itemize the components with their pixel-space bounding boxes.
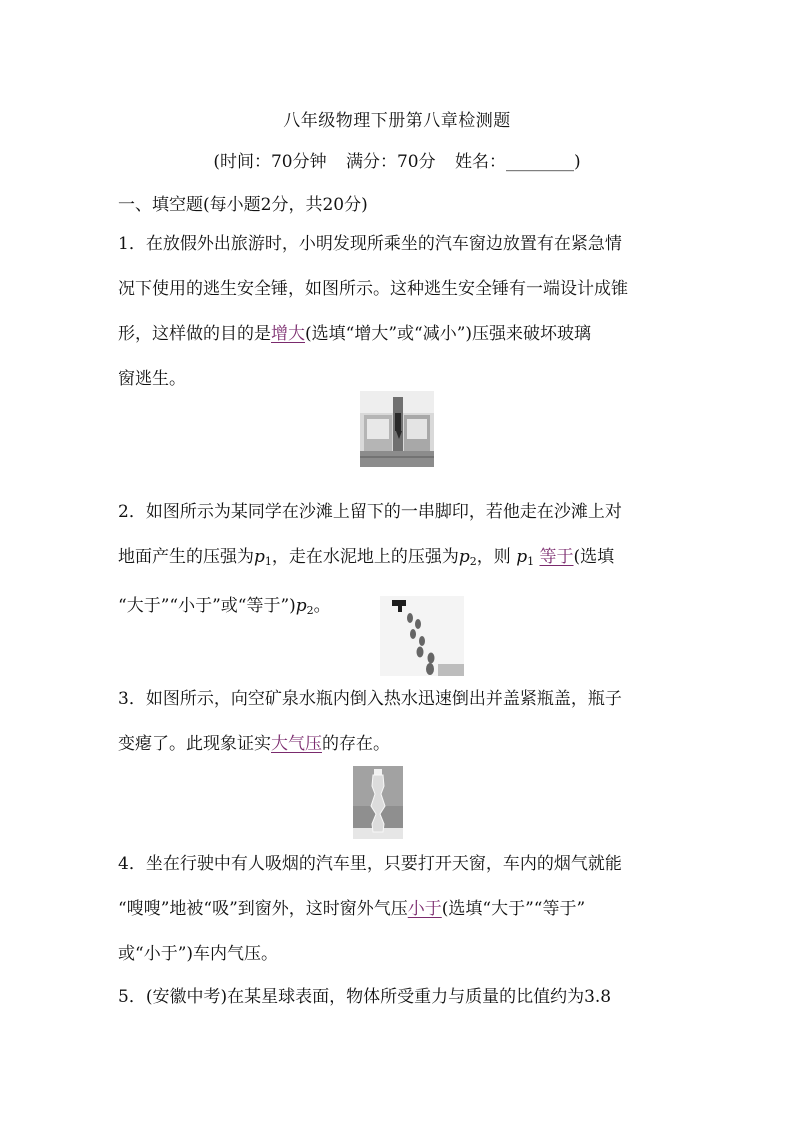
crushed-bottle-photo — [353, 766, 403, 839]
q2-answer: 等于 — [539, 547, 574, 567]
q2-line2: 地面产生的压强为$p_1$，走在水泥地上的压强为$p_2$，则 $p_1$ 等于(选填 — [118, 547, 615, 568]
exam-info — [0, 147, 794, 172]
q1-line4: 窗逃生。 — [118, 369, 186, 389]
q3-line2: 变瘪了。此现象证实大气压的存在。 — [118, 734, 390, 754]
q1-line3: 形，这样做的目的是增大(选填“增大”或“减小”)压强来破坏玻璃 — [118, 324, 592, 344]
q1-answer: 增大 — [271, 324, 305, 344]
q3-line1: 3．如图所示，向空矿泉水瓶内倒入热水迅速倒出并盖紧瓶盖，瓶子 — [118, 689, 622, 709]
section-heading: 一、填空题(每小题2分，共20分) — [118, 195, 368, 215]
q4-answer: 小于 — [407, 899, 442, 919]
q5-line1: 5．(安徽中考)在某星球表面，物体所受重力与质量的比值约为3.8 — [118, 987, 612, 1007]
q2-line3: “大于”“小于”或“等于$”)p_2$。 — [118, 596, 331, 617]
question-3 — [118, 677, 678, 767]
name-field: 姓名：________) — [455, 152, 581, 172]
q1-line2: 况下使用的逃生安全锤，如图所示。这种逃生安全锤有一端设计成锥 — [118, 279, 628, 299]
q4-line2: “嗖嗖”地被“吸”到窗外，这时窗外气压小于(选填“大于”“等于” — [118, 899, 586, 919]
q4-line1: 4．坐在行驶中有人吸烟的汽车里，只要打开天窗，车内的烟气就能 — [118, 854, 622, 874]
question-5 — [118, 975, 678, 1020]
q1-line1: 1．在放假外出旅游时，小明发现所乘坐的汽车窗边放置有在紧急情 — [118, 234, 622, 254]
q2-line1: 2．如图所示为某同学在沙滩上留下的一串脚印，若他走在沙滩上对 — [118, 502, 622, 522]
full-score: 满分：70分 — [345, 152, 436, 172]
safety-hammer-photo — [360, 391, 434, 467]
question-1 — [118, 222, 678, 402]
q4-line3: 或“小于”)车内气压。 — [118, 944, 279, 964]
time-limit: (时间：70分钟 — [213, 152, 327, 172]
footprints-photo — [380, 596, 464, 676]
page-title: 八年级物理下册第八章检测题 — [283, 111, 511, 131]
q3-answer: 大气压 — [271, 734, 322, 754]
question-4 — [118, 842, 678, 977]
